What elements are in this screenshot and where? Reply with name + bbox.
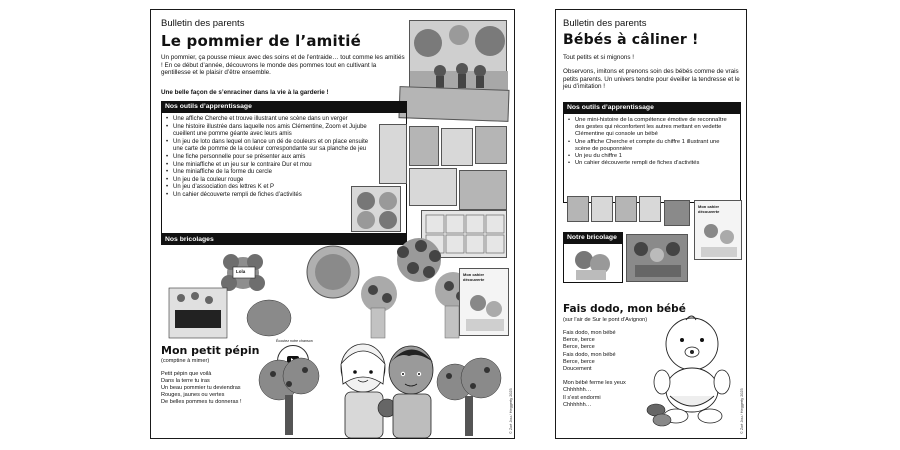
list-item: • Un jeu du chiffre 1 (568, 153, 730, 160)
bulletin-header: Bulletin des parents (161, 18, 245, 29)
lyric-line: Il s’est endormi (563, 394, 601, 401)
count-poster-image (591, 196, 613, 222)
lyric-line: Rouges, jaunes ou vertes (161, 392, 225, 399)
intro-paragraph: Observons, imitons et prenons soin des bébés comme de vrais petits parents. Un univers tendre pour éveiller la tendresse et le jeu d’imitation ! (563, 68, 740, 91)
list-item: • Une affiche Cherche et compte du chiffre 1 illustrant une scène de pouponnière (568, 139, 730, 153)
opposites-poster-image (441, 128, 473, 166)
orchard-poster-image (409, 20, 507, 94)
booklet-art-icon (695, 201, 743, 261)
intro-paragraph: Un pommier, ça pousse mieux avec des soins et de l’entraide… tout comme les amitiés ! En ce début d’année, découvrons le monde des pommes tout en cultivant la gentillesse et le plaisir d’être ensemble. (161, 54, 405, 77)
lyric-line: Chhhhhh… (563, 387, 592, 394)
tools-heading: Nos outils d’apprentissage (161, 101, 407, 112)
letters-game-image (459, 170, 507, 210)
song-title: Mon petit pépin (161, 344, 260, 357)
list-item: • Un jeu d’association des lettres K et P (166, 184, 371, 192)
girl-character-icon (341, 344, 385, 438)
page-title: Le pommier de l’amitié (161, 32, 361, 50)
lyric-line: Mon bébé ferme les yeux (563, 380, 626, 387)
lyric-line: Berce, berce (563, 358, 595, 365)
discovery-booklet-cover (459, 268, 509, 336)
lyric-line: Fais dodo, mon bébé (563, 351, 616, 358)
subtitle: Tout petits et si mignons ! (563, 54, 635, 61)
newsletter-page-apple-tree (150, 9, 515, 439)
orchard-scene-icon (410, 21, 508, 95)
tools-list (166, 116, 371, 200)
list-item: • Un cahier découverte rempli de fiches d’activités (568, 160, 730, 167)
badge-text: Écoutez notre chanson (276, 339, 313, 343)
personal-sheet-image (409, 126, 439, 166)
list-item: • Un jeu de loto dans lequel on lance un dé de couleurs et on place ensuite une carte de pomme de la couleur correspondante sur sa planche de jeu (166, 139, 371, 154)
newsletter-page-babies (555, 9, 747, 439)
painted-apple-craft-icon (247, 300, 291, 336)
circle-poster-image (475, 126, 507, 164)
song-subtitle: (comptine à mimer) (161, 358, 210, 364)
baby-shoes-icon (647, 404, 671, 426)
baby-photo-image (664, 200, 690, 226)
lyric-line: De belles pommes tu donneras ! (161, 399, 242, 406)
booklet-title: Mon cahier découverte (698, 204, 720, 214)
activity-sheet-image (639, 196, 661, 222)
mini-story-image (567, 196, 589, 222)
lyric-line: Fais dodo, mon bébé (563, 330, 616, 336)
illustrated-story-image (398, 86, 509, 122)
baby-character-icon (654, 316, 730, 423)
craft-collage-icon (627, 235, 689, 283)
booklet-art-icon (460, 269, 510, 337)
apple-basket-craft-icon (169, 288, 227, 338)
list-item: • Un jeu de la couleur rouge (166, 177, 371, 185)
lyric-line: Dans la terre tu iras (161, 378, 210, 385)
song-lyrics (563, 330, 626, 409)
children-with-apple-illustration (259, 340, 515, 439)
copyright-credit: © Zoé Jou / Heggerty 2025 (509, 388, 513, 434)
craft-heading: Notre bricolage (563, 232, 623, 243)
baby-craft-icon (564, 244, 624, 284)
tools-list (568, 117, 730, 167)
loto-cards-image (379, 124, 407, 184)
list-item: • Une fiche personnelle pour se présenter aux amis (166, 154, 371, 162)
tools-heading: Nos outils d’apprentissage (563, 102, 741, 113)
list-item: • Une miniaffiche de la forme du cercle (166, 169, 371, 177)
lyric-line: Petit pépin que voilà (161, 371, 212, 377)
lyric-line: Chhhhhh… (563, 401, 592, 408)
tagline: Une belle façon de s’enraciner dans la vie à la garderie ! (161, 89, 329, 96)
list-item: • Un cahier découverte rempli de fiches d’activités (166, 192, 371, 200)
red-color-game-image (409, 168, 457, 206)
page-title: Bébés à câliner ! (563, 32, 699, 48)
boy-character-icon (389, 346, 433, 438)
baby-with-pacifier-illustration (636, 312, 746, 432)
right-apple-tree-icon (437, 358, 501, 436)
song-lyrics (161, 371, 242, 406)
lyric-line: Un beau pommier tu deviendras (161, 385, 241, 392)
craft-photo-image (626, 234, 688, 282)
song-subtitle: (sur l’air de Sur le pont d’Avignon) (563, 317, 648, 323)
lyric-line (563, 373, 626, 380)
song-title: Fais dodo, mon bébé (563, 303, 686, 315)
craft-box (563, 243, 623, 283)
lyric-line: Berce, berce (563, 344, 595, 351)
booklet-title: Mon cahier découverte (463, 272, 485, 282)
circle-cards-image (351, 186, 401, 232)
number-game-image (615, 196, 637, 222)
copyright-credit: © Zoé Jou / Heggerty 2025 (740, 388, 744, 434)
crafts-heading: Nos bricolages (161, 234, 407, 245)
list-item: • Une affiche Cherche et trouve illustrant une scène dans un verger (166, 116, 371, 124)
plate-craft-icon (307, 246, 359, 298)
list-item: • Une mini-histoire de la compétence émotive de reconnaître des gestes qui réconfortent les autres mettant en vedette Clémentine qui console un bébé (568, 117, 730, 139)
apple-tree-craft-icon (361, 238, 471, 338)
craft-name-label: Lola (236, 269, 246, 274)
discovery-booklet-cover (694, 200, 742, 260)
crafts-illustration (151, 238, 511, 348)
bulletin-header: Bulletin des parents (563, 18, 647, 29)
list-item: • Une histoire illustrée dans laquelle nos amis Clémentine, Zoom et Jujube cueillent une pomme géante avec leurs amis (166, 124, 371, 139)
lyric-line: Doucement (563, 366, 592, 373)
list-item: • Une miniaffiche et un jeu sur le contraire Dur et mou (166, 162, 371, 170)
left-apple-tree-icon (259, 358, 319, 435)
apple-circles-icon (352, 187, 402, 233)
lyric-line: Berce, berce (563, 337, 595, 344)
